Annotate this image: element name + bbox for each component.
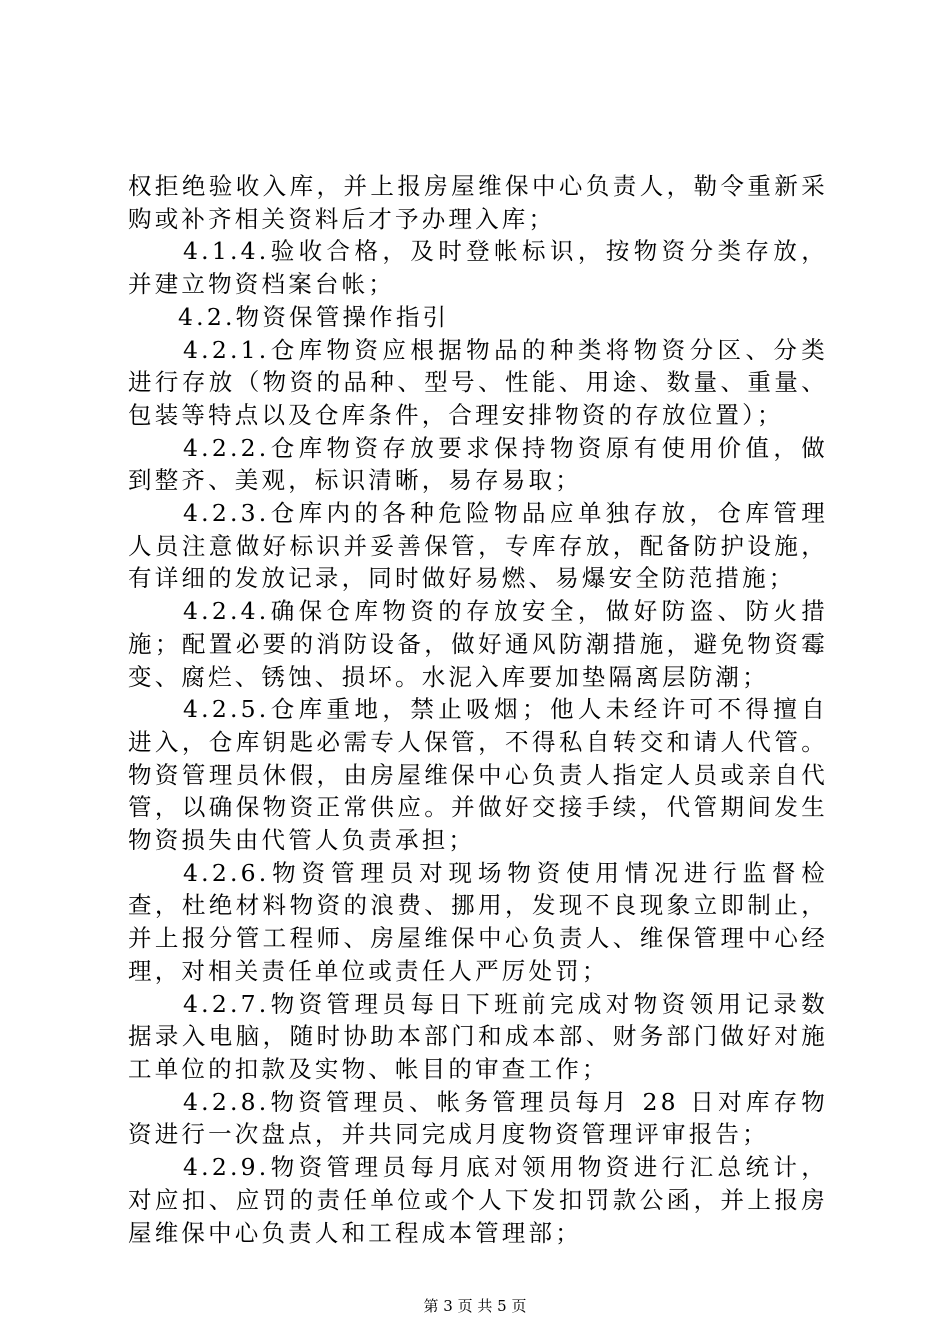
paragraph-continuation: 权拒绝验收入库，并上报房屋维保中心负责人，勒令重新采购或补齐相关资料后才予办理入库； bbox=[128, 172, 828, 233]
paragraph-4-1-4: 4.1.4.验收合格，及时登帐标识，按物资分类存放，并建立物资档案台帐； bbox=[128, 237, 828, 299]
page-footer bbox=[0, 1296, 950, 1316]
paragraph-4-2-8: 4.2.8.物资管理员、帐务管理员每月 28 日对库存物资进行一次盘点，并共同完成月度物资管理评审报告； bbox=[128, 1087, 828, 1149]
page-number-label: 第 3 页 共 5 页 bbox=[423, 1297, 527, 1315]
paragraph-4-2-5: 4.2.5.仓库重地，禁止吸烟；他人未经许可不得擅自进入，仓库钥匙必需专人保管，不得私自转交和请人代管。物资管理员休假，由房屋维保中心负责人指定人员或亲自代管，以确保物资正常供应。并做好交接手续，代管期间发生物资损失由代管人负责承担； bbox=[128, 695, 828, 855]
paragraph-4-2-1: 4.2.1.仓库物资应根据物品的种类将物资分区、分类进行存放（物资的品种、型号、性能、用途、数量、重量、包装等特点以及仓库条件，合理安排物资的存放位置）； bbox=[128, 335, 828, 429]
document-body bbox=[128, 170, 828, 1249]
paragraph-4-2-4: 4.2.4.确保仓库物资的存放安全，做好防盗、防火措施；配置必要的消防设备，做好通风防潮措施，避免物资霉变、腐烂、锈蚀、损坏。水泥入库要加垫隔离层防潮； bbox=[128, 597, 828, 691]
paragraph-4-2-6: 4.2.6.物资管理员对现场物资使用情况进行监督检查，杜绝材料物资的浪费、挪用，发现不良现象立即制止，并上报分管工程师、房屋维保中心负责人、维保管理中心经理，对相关责任单位或责任人严厉处罚； bbox=[128, 858, 828, 985]
paragraph-4-2-3: 4.2.3.仓库内的各种危险物品应单独存放，仓库管理人员注意做好标识并妥善保管，专库存放，配备防护设施，有详细的发放记录，同时做好易燃、易爆安全防范措施； bbox=[128, 499, 828, 593]
paragraph-4-2-2: 4.2.2.仓库物资存放要求保持物资原有使用价值，做到整齐、美观，标识清晰，易存易取； bbox=[128, 433, 828, 495]
paragraph-4-2-7: 4.2.7.物资管理员每日下班前完成对物资领用记录数据录入电脑，随时协助本部门和成本部、财务部门做好对施工单位的扣款及实物、帐目的审查工作； bbox=[128, 989, 828, 1083]
section-heading-4-2: 4.2.物资保管操作指引 bbox=[178, 302, 450, 331]
paragraph-4-2-9: 4.2.9.物资管理员每月底对领用物资进行汇总统计，对应扣、应罚的责任单位或个人下发扣罚款公函，并上报房屋维保中心负责人和工程成本管理部； bbox=[128, 1153, 828, 1247]
